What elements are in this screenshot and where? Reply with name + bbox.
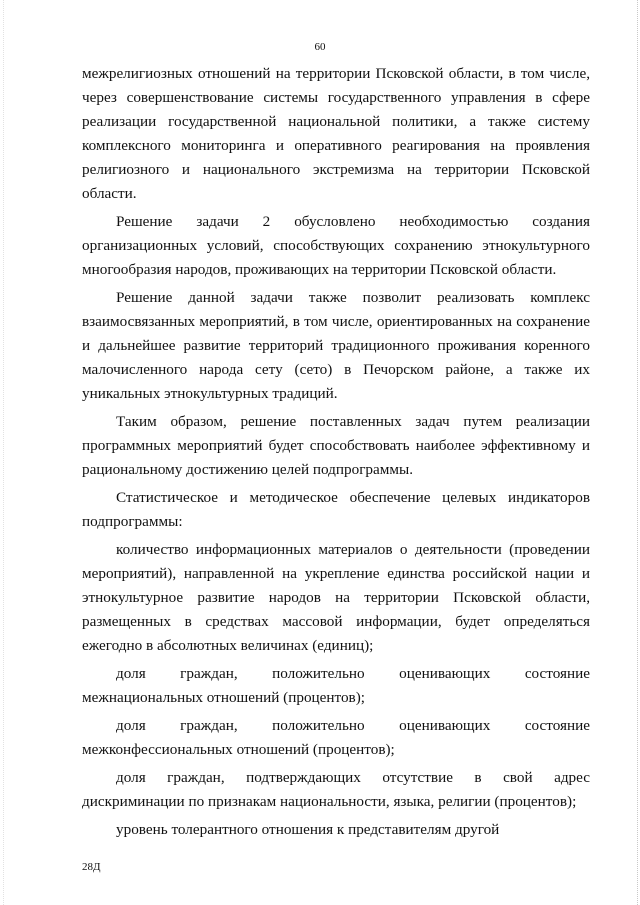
scan-edge-left [3,0,5,905]
indicator-item: уровень толерантного отношения к представителям другой [116,821,500,838]
indicator-item: доля граждан, подтверждающих отсутствие в свой адрес дискриминации по признакам национальности, языка, религии (процентов); [82,769,590,810]
indicator-item: количество информационных материалов о деятельности (проведении мероприятий), направленной на укрепление единства российской нации и этнокультурное развитие народов на территории Псковской области, размещенных в средствах массовой информации, будет определяться ежегодно в абсолютных величинах (единиц); [82,541,590,654]
paragraph-indicators-intro: Статистическое и методическое обеспечение целевых индикаторов подпрограммы: [82,489,590,530]
page-number: 60 [314,41,326,53]
paragraph-conclusion: Таким образом, решение поставленных задач путем реализации программных мероприятий будет способствовать наиболее эффективному и рациональному достижению целей подпрограммы. [82,413,590,478]
paragraph-task-2: Решение задачи 2 обусловлено необходимостью создания организационных условий, способствующих сохранению этнокультурного многообразия народов, проживающих на территории Псковской области. [82,213,590,278]
indicator-item: доля граждан, положительно оценивающих состояние межнациональных отношений (процентов); [82,665,590,706]
paragraph-task-solution: Решение данной задачи также позволит реализовать комплекс взаимосвязанных мероприятий, в том числе, ориентированных на сохранение и дальнейшее развитие территорий традиционного проживания коренного малочисленного народа сету (сето) в Печорском районе, а также их уникальных этнокультурных традиций. [82,289,590,402]
body-text [82,62,590,842]
indicator-item: доля граждан, положительно оценивающих состояние межконфессиональных отношений (процентов); [82,717,590,758]
footer-code: 28Д [82,861,101,873]
paragraph-continuation: межрелигиозных отношений на территории Псковской области, в том числе, через совершенствование системы государственного управления в сфере реализации государственной национальной политики, а также систему комплексного мониторинга и оперативного реагирования на проявления религиозного и национального экстремизма на территории Псковской области. [82,65,590,202]
